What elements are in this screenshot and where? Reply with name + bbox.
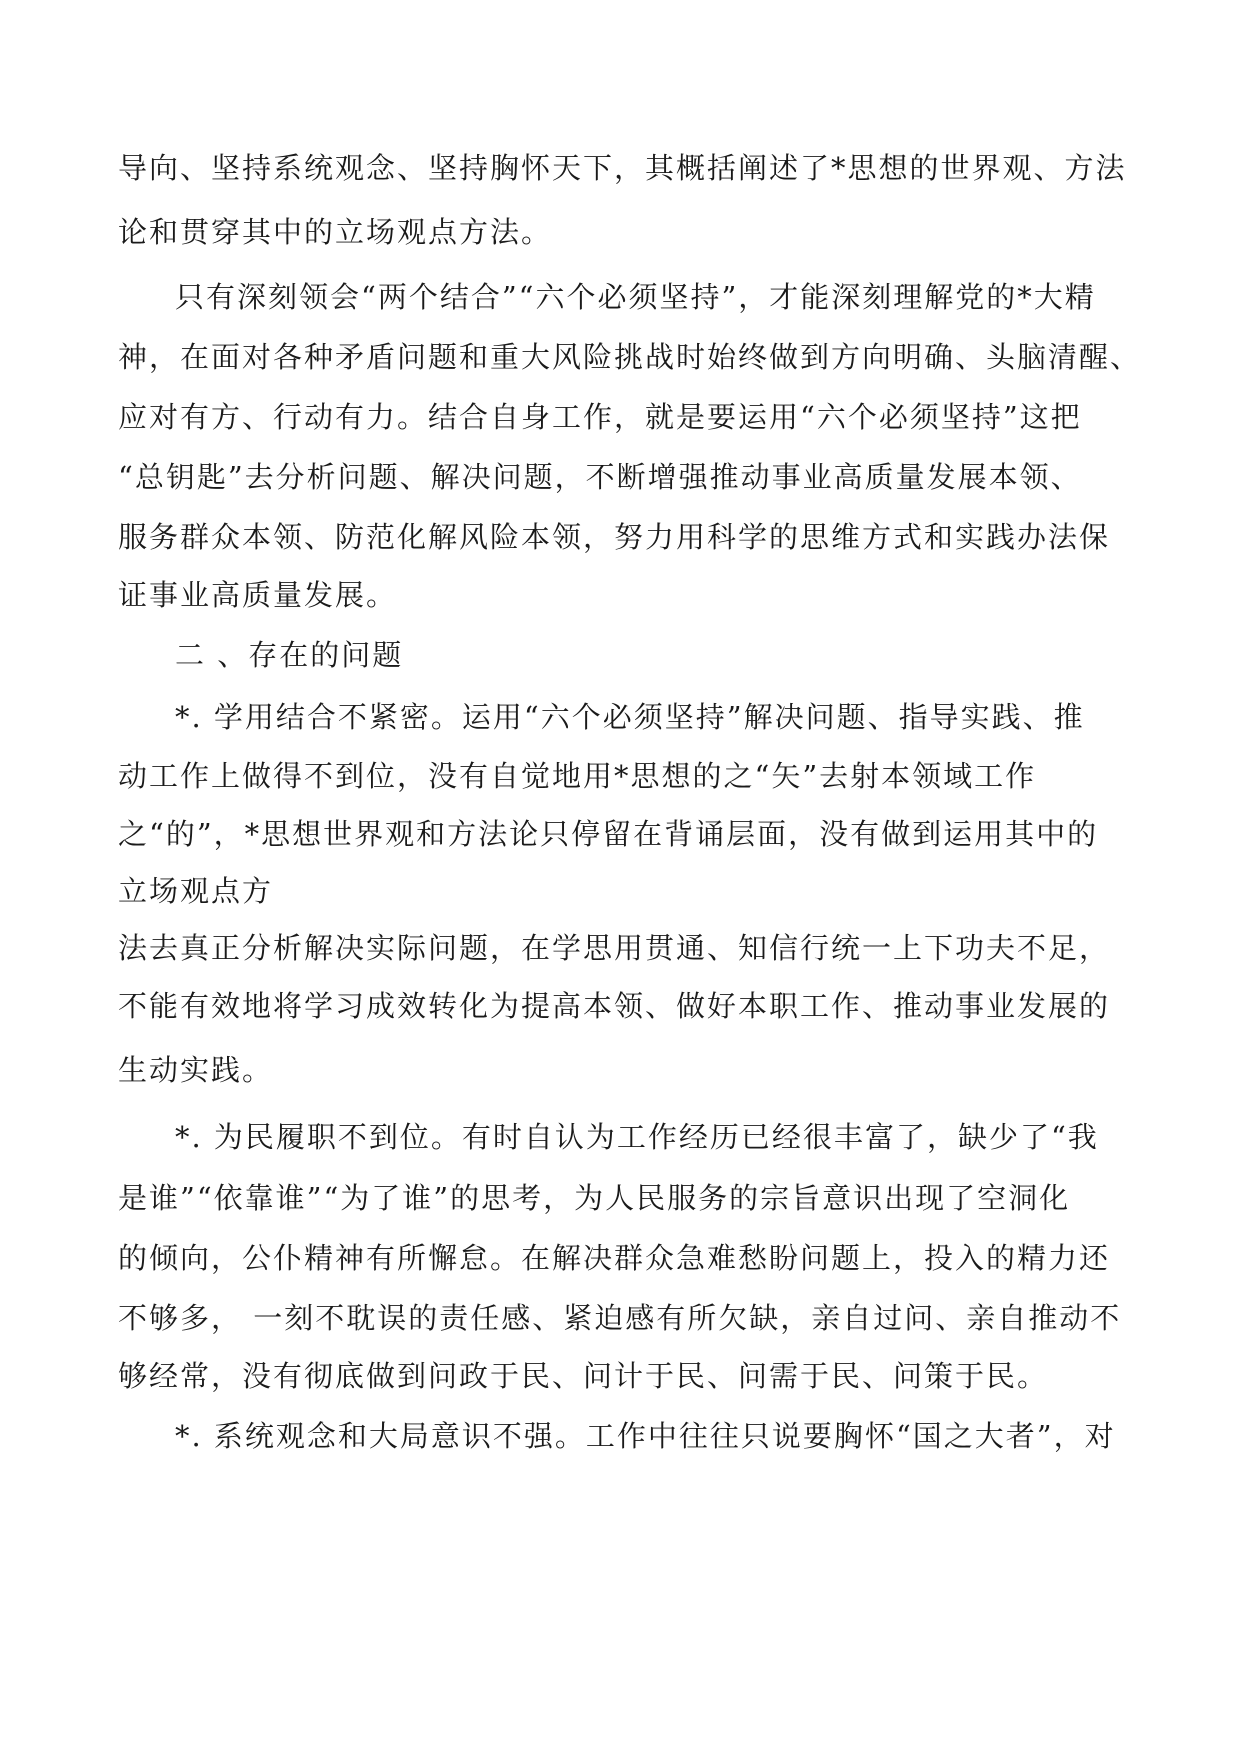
text-line: 之“的”，*思想世界观和方法论只停留在背诵层面，没有做到运用其中的 [118, 817, 1099, 851]
text-line: 论和贯穿其中的立场观点方法。 [118, 215, 553, 249]
text-line: 的倾向，公仆精神有所懈怠。在解决群众急难愁盼问题上，投入的精力还 [118, 1241, 1111, 1275]
text-line: “总钥匙”去分析问题、解决问题，不断增强推动事业高质量发展本领、 [118, 460, 1082, 494]
text-line: 法去真正分析解决实际问题，在学思用贯通、知信行统一上下功夫不足， [118, 931, 1111, 965]
text-line: 服务群众本领、防范化解风险本领，努力用科学的思维方式和实践办法保 [118, 520, 1111, 554]
text-line: 生动实践。 [118, 1053, 274, 1087]
section-heading: 二 、存在的问题 [175, 638, 404, 672]
text-line: 不能有效地将学习成效转化为提高本领、做好本职工作、推动事业发展的 [118, 989, 1111, 1023]
paragraph-start-line: *. 系统观念和大局意识不强。工作中往往只说要胸怀“国之大者”，对 [175, 1419, 1116, 1453]
text-line: 立场观点方 [118, 874, 274, 908]
paragraph-start-line: *. 学用结合不紧密。运用“六个必须坚持”解决问题、指导实践、推 [175, 700, 1085, 734]
paragraph-start-line: *. 为民履职不到位。有时自认为工作经历已经很丰富了，缺少了“我 [175, 1120, 1099, 1154]
text-line: 神，在面对各种矛盾问题和重大风险挑战时始终做到方向明确、头脑清醒、 [118, 340, 1142, 374]
text-line: 够经常，没有彻底做到问政于民、问计于民、问需于民、问策于民。 [118, 1359, 1049, 1393]
text-line: 证事业高质量发展。 [118, 578, 398, 612]
paragraph-start-line: 只有深刻领会“两个结合”“六个必须坚持”，才能深刻理解党的*大精 [175, 280, 1096, 314]
text-line: 不够多， 一刻不耽误的责任感、紧迫感有所欠缺，亲自过问、亲自推动不 [118, 1301, 1122, 1335]
text-line: 应对有方、行动有力。结合自身工作，就是要运用“六个必须坚持”这把 [118, 400, 1082, 434]
text-line: 是谁”“依靠谁”“为了谁”的思考，为人民服务的宗旨意识出现了空洞化 [118, 1181, 1071, 1215]
text-line: 导向、坚持系统观念、坚持胸怀天下，其概括阐述了*思想的世界观、方法 [118, 151, 1127, 185]
text-line: 动工作上做得不到位，没有自觉地用*思想的之“矢”去射本领域工作 [118, 759, 1037, 793]
